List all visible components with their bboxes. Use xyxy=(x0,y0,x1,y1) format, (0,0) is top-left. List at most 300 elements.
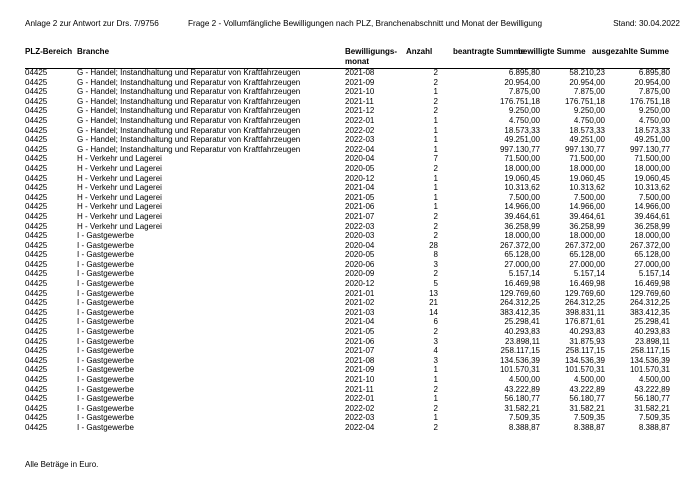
cell-ausgezahlt: 56.180,77 xyxy=(634,394,670,404)
cell-branche: H - Verkehr und Lagerei xyxy=(77,183,162,193)
cell-bewilligt: 18.000,00 xyxy=(569,163,605,173)
cell-ausgezahlt: 5.157,14 xyxy=(638,269,670,279)
table-row xyxy=(25,126,670,136)
cell-beantragt: 16.469,98 xyxy=(504,279,540,289)
column-header-ausgezahlt: ausgezahlte Summe xyxy=(592,47,669,56)
table-row xyxy=(25,68,670,78)
cell-anzahl: 1 xyxy=(433,135,438,145)
cell-branche: I - Gastgewerbe xyxy=(77,327,134,337)
cell-ausgezahlt: 23.898,11 xyxy=(635,336,670,346)
table-row xyxy=(25,78,670,88)
cell-anzahl: 3 xyxy=(433,355,438,365)
cell-branche: I - Gastgewerbe xyxy=(77,422,134,432)
cell-anzahl: 2 xyxy=(433,269,438,279)
cell-plz: 04425 xyxy=(25,77,48,87)
cell-ausgezahlt: 8.388,87 xyxy=(638,422,670,432)
cell-beantragt: 258.117,15 xyxy=(500,346,540,356)
cell-beantragt: 9.250,00 xyxy=(508,106,540,116)
cell-anzahl: 2 xyxy=(433,96,438,106)
cell-monat: 2020-04 xyxy=(345,240,375,250)
cell-plz: 04425 xyxy=(25,221,48,231)
table-row xyxy=(25,327,670,337)
cell-branche: I - Gastgewerbe xyxy=(77,231,134,241)
cell-anzahl: 1 xyxy=(433,394,438,404)
cell-plz: 04425 xyxy=(25,317,48,327)
cell-ausgezahlt: 383.412,35 xyxy=(629,307,670,317)
cell-monat: 2021-10 xyxy=(345,87,375,97)
column-header-bewilligt: bewilligte Summe xyxy=(518,47,586,56)
cell-anzahl: 2 xyxy=(433,403,438,413)
cell-beantragt: 264.312,25 xyxy=(499,298,540,308)
cell-bewilligt: 18.573,33 xyxy=(569,125,605,135)
cell-plz: 04425 xyxy=(25,375,48,384)
table-row xyxy=(25,193,670,203)
cell-branche: H - Verkehr und Lagerei xyxy=(77,192,162,202)
cell-monat: 2021-01 xyxy=(345,288,375,298)
cell-monat: 2020-12 xyxy=(345,173,375,183)
cell-ausgezahlt: 267.372,00 xyxy=(629,240,670,250)
cell-plz: 04425 xyxy=(25,288,48,298)
cell-anzahl: 1 xyxy=(433,125,438,135)
cell-monat: 2022-04 xyxy=(345,422,375,432)
cell-monat: 2021-11 xyxy=(345,384,374,394)
cell-bewilligt: 18.000,00 xyxy=(569,231,605,241)
table-row xyxy=(25,356,670,366)
cell-plz: 04425 xyxy=(25,173,48,183)
table-row xyxy=(25,385,670,395)
cell-branche: G - Handel; Instandhaltung und Reparatur von Kraftfahrzeugen xyxy=(77,77,301,87)
column-header-beantragt: beantragte Summe xyxy=(453,47,526,56)
cell-ausgezahlt: 40.293,83 xyxy=(634,327,670,337)
table-row xyxy=(25,337,670,347)
table-row xyxy=(25,289,670,299)
cell-plz: 04425 xyxy=(25,192,48,202)
cell-branche: H - Verkehr und Lagerei xyxy=(77,154,162,164)
cell-beantragt: 23.898,11 xyxy=(505,336,540,346)
cell-branche: I - Gastgewerbe xyxy=(77,317,134,327)
cell-beantragt: 20.954,00 xyxy=(504,77,540,87)
cell-plz: 04425 xyxy=(25,135,48,145)
cell-branche: H - Verkehr und Lagerei xyxy=(77,173,162,183)
document-title: Frage 2 - Vollumfängliche Bewilligungen nach PLZ, Branchenabschnitt und Monat der Bewilligung xyxy=(188,19,543,28)
table-row xyxy=(25,154,670,164)
cell-ausgezahlt: 20.954,00 xyxy=(634,77,670,87)
cell-monat: 2021-02 xyxy=(345,298,375,308)
cell-beantragt: 7.509,35 xyxy=(508,413,540,423)
cell-ausgezahlt: 14.966,00 xyxy=(634,202,670,212)
cell-monat: 2022-04 xyxy=(345,144,375,154)
document-annex-label: Anlage 2 zur Antwort zur Drs. 7/9756 xyxy=(25,19,159,28)
cell-ausgezahlt: 4.750,00 xyxy=(638,115,670,125)
cell-branche: I - Gastgewerbe xyxy=(77,307,134,317)
cell-branche: G - Handel; Instandhaltung und Reparatur von Kraftfahrzeugen xyxy=(77,115,301,125)
table-row xyxy=(25,298,670,308)
cell-bewilligt: 20.954,00 xyxy=(569,77,605,87)
cell-beantragt: 10.313,62 xyxy=(504,183,540,193)
cell-beantragt: 383.412,35 xyxy=(499,307,540,317)
cell-anzahl: 5 xyxy=(433,279,438,289)
table-row xyxy=(25,212,670,222)
cell-plz: 04425 xyxy=(25,96,48,106)
cell-beantragt: 7.500,00 xyxy=(508,192,540,202)
cell-branche: G - Handel; Instandhaltung und Reparatur von Kraftfahrzeugen xyxy=(77,135,301,145)
cell-monat: 2022-02 xyxy=(345,403,375,413)
table-row xyxy=(25,87,670,97)
cell-ausgezahlt: 9.250,00 xyxy=(638,106,670,116)
table-row xyxy=(25,231,670,241)
cell-beantragt: 40.293,83 xyxy=(504,327,540,337)
cell-beantragt: 4.500,00 xyxy=(508,375,540,384)
cell-bewilligt: 176.751,18 xyxy=(564,96,605,106)
table-row xyxy=(25,164,670,174)
cell-plz: 04425 xyxy=(25,240,48,250)
cell-ausgezahlt: 25.298,41 xyxy=(634,317,670,327)
cell-ausgezahlt: 65.128,00 xyxy=(634,250,670,260)
cell-bewilligt: 4.500,00 xyxy=(573,375,605,384)
cell-beantragt: 18.000,00 xyxy=(504,163,540,173)
cell-plz: 04425 xyxy=(25,231,48,241)
cell-plz: 04425 xyxy=(25,422,48,432)
cell-monat: 2020-12 xyxy=(345,279,375,289)
cell-ausgezahlt: 49.251,00 xyxy=(634,135,670,145)
cell-branche: I - Gastgewerbe xyxy=(77,384,134,394)
cell-anzahl: 7 xyxy=(433,154,438,164)
cell-monat: 2021-03 xyxy=(345,307,375,317)
table-row xyxy=(25,404,670,414)
cell-ausgezahlt: 31.582,21 xyxy=(634,403,670,413)
cell-ausgezahlt: 18.000,00 xyxy=(634,231,670,241)
table-header xyxy=(25,47,680,69)
cell-monat: 2021-10 xyxy=(345,375,375,384)
cell-ausgezahlt: 4.500,00 xyxy=(638,375,670,384)
cell-monat: 2021-07 xyxy=(345,346,375,356)
cell-branche: I - Gastgewerbe xyxy=(77,288,134,298)
cell-bewilligt: 56.180,77 xyxy=(569,394,605,404)
table-row xyxy=(25,183,670,193)
cell-beantragt: 129.769,60 xyxy=(499,288,540,298)
table-row xyxy=(25,202,670,212)
cell-monat: 2021-05 xyxy=(345,327,375,337)
cell-bewilligt: 176.871,61 xyxy=(564,317,605,327)
cell-branche: I - Gastgewerbe xyxy=(77,336,134,346)
cell-ausgezahlt: 101.570,31 xyxy=(629,365,670,375)
cell-plz: 04425 xyxy=(25,250,48,260)
cell-bewilligt: 258.117,15 xyxy=(565,346,605,356)
cell-anzahl: 1 xyxy=(433,192,438,202)
cell-branche: I - Gastgewerbe xyxy=(77,346,134,356)
cell-bewilligt: 5.157,14 xyxy=(573,269,605,279)
cell-beantragt: 65.128,00 xyxy=(504,250,540,260)
cell-ausgezahlt: 134.536,39 xyxy=(629,355,670,365)
cell-branche: I - Gastgewerbe xyxy=(77,403,134,413)
cell-branche: I - Gastgewerbe xyxy=(77,298,134,308)
table-row xyxy=(25,394,670,404)
cell-beantragt: 31.582,21 xyxy=(504,403,540,413)
cell-monat: 2022-03 xyxy=(345,135,375,145)
cell-anzahl: 28 xyxy=(429,240,438,250)
cell-bewilligt: 7.500,00 xyxy=(573,192,605,202)
cell-branche: H - Verkehr und Lagerei xyxy=(77,221,162,231)
cell-branche: I - Gastgewerbe xyxy=(77,413,134,423)
table-row xyxy=(25,308,670,318)
cell-plz: 04425 xyxy=(25,403,48,413)
table-row xyxy=(25,413,670,423)
cell-monat: 2021-08 xyxy=(345,68,375,77)
column-header-plz: PLZ-Bereich xyxy=(25,47,73,56)
cell-branche: G - Handel; Instandhaltung und Reparatur von Kraftfahrzeugen xyxy=(77,87,301,97)
cell-plz: 04425 xyxy=(25,68,48,77)
cell-ausgezahlt: 176.751,18 xyxy=(629,96,670,106)
cell-branche: I - Gastgewerbe xyxy=(77,250,134,260)
cell-beantragt: 19.060,45 xyxy=(504,173,540,183)
cell-beantragt: 101.570,31 xyxy=(499,365,540,375)
cell-anzahl: 2 xyxy=(433,384,438,394)
cell-bewilligt: 65.128,00 xyxy=(569,250,605,260)
cell-monat: 2021-08 xyxy=(345,355,375,365)
cell-ausgezahlt: 18.573,33 xyxy=(634,125,670,135)
cell-plz: 04425 xyxy=(25,346,48,356)
cell-ausgezahlt: 71.500,00 xyxy=(634,154,670,164)
cell-bewilligt: 7.875,00 xyxy=(573,87,605,97)
cell-monat: 2021-04 xyxy=(345,183,375,193)
table-row xyxy=(25,279,670,289)
table-row xyxy=(25,317,670,327)
cell-beantragt: 14.966,00 xyxy=(504,202,540,212)
cell-beantragt: 43.222,89 xyxy=(504,384,540,394)
cell-anzahl: 1 xyxy=(433,173,438,183)
cell-ausgezahlt: 18.000,00 xyxy=(634,163,670,173)
cell-plz: 04425 xyxy=(25,211,48,221)
cell-monat: 2021-11 xyxy=(345,96,374,106)
cell-ausgezahlt: 997.130,77 xyxy=(629,144,670,154)
cell-anzahl: 2 xyxy=(433,68,438,77)
table-row xyxy=(25,346,670,356)
cell-beantragt: 39.464,61 xyxy=(504,211,540,221)
cell-bewilligt: 9.250,00 xyxy=(573,106,605,116)
cell-plz: 04425 xyxy=(25,307,48,317)
cell-plz: 04425 xyxy=(25,202,48,212)
cell-beantragt: 5.157,14 xyxy=(508,269,540,279)
footnote: Alle Beträge in Euro. xyxy=(25,460,99,469)
cell-branche: H - Verkehr und Lagerei xyxy=(77,211,162,221)
cell-anzahl: 4 xyxy=(433,346,438,356)
cell-branche: G - Handel; Instandhaltung und Reparatur von Kraftfahrzeugen xyxy=(77,125,301,135)
cell-anzahl: 1 xyxy=(433,413,438,423)
cell-plz: 04425 xyxy=(25,413,48,423)
cell-anzahl: 14 xyxy=(429,307,438,317)
cell-branche: G - Handel; Instandhaltung und Reparatur von Kraftfahrzeugen xyxy=(77,96,301,106)
cell-anzahl: 13 xyxy=(429,288,438,298)
cell-plz: 04425 xyxy=(25,365,48,375)
table-row xyxy=(25,135,670,145)
table-row xyxy=(25,222,670,232)
cell-beantragt: 4.750,00 xyxy=(508,115,540,125)
cell-bewilligt: 7.509,35 xyxy=(573,413,605,423)
cell-plz: 04425 xyxy=(25,327,48,337)
cell-beantragt: 18.000,00 xyxy=(504,231,540,241)
table-row xyxy=(25,145,670,155)
cell-bewilligt: 19.060,45 xyxy=(569,173,605,183)
cell-branche: I - Gastgewerbe xyxy=(77,365,134,375)
cell-bewilligt: 267.372,00 xyxy=(564,240,605,250)
cell-bewilligt: 71.500,00 xyxy=(569,154,605,164)
cell-branche: I - Gastgewerbe xyxy=(77,394,134,404)
cell-anzahl: 8 xyxy=(433,250,438,260)
cell-plz: 04425 xyxy=(25,125,48,135)
cell-beantragt: 8.388,87 xyxy=(508,422,540,432)
cell-ausgezahlt: 264.312,25 xyxy=(629,298,670,308)
cell-branche: I - Gastgewerbe xyxy=(77,240,134,250)
cell-bewilligt: 31.582,21 xyxy=(569,403,605,413)
cell-anzahl: 1 xyxy=(433,87,438,97)
cell-bewilligt: 8.388,87 xyxy=(573,422,605,432)
cell-ausgezahlt: 43.222,89 xyxy=(634,384,670,394)
cell-branche: I - Gastgewerbe xyxy=(77,269,134,279)
cell-branche: I - Gastgewerbe xyxy=(77,375,134,384)
cell-monat: 2022-01 xyxy=(345,394,375,404)
cell-monat: 2020-06 xyxy=(345,259,375,269)
cell-monat: 2022-03 xyxy=(345,221,375,231)
cell-anzahl: 3 xyxy=(433,336,438,346)
cell-bewilligt: 40.293,83 xyxy=(569,327,605,337)
cell-anzahl: 2 xyxy=(433,106,438,116)
cell-anzahl: 2 xyxy=(433,77,438,87)
cell-branche: H - Verkehr und Lagerei xyxy=(77,163,162,173)
cell-anzahl: 1 xyxy=(433,183,438,193)
cell-anzahl: 1 xyxy=(433,144,438,154)
cell-monat: 2021-06 xyxy=(345,336,375,346)
cell-monat: 2020-05 xyxy=(345,163,375,173)
cell-beantragt: 71.500,00 xyxy=(504,154,540,164)
cell-beantragt: 997.130,77 xyxy=(499,144,540,154)
cell-anzahl: 1 xyxy=(433,365,438,375)
cell-ausgezahlt: 7.509,35 xyxy=(638,413,670,423)
cell-monat: 2021-05 xyxy=(345,192,375,202)
cell-plz: 04425 xyxy=(25,144,48,154)
cell-ausgezahlt: 39.464,61 xyxy=(634,211,670,221)
cell-ausgezahlt: 19.060,45 xyxy=(634,173,670,183)
cell-beantragt: 56.180,77 xyxy=(504,394,540,404)
table-row xyxy=(25,423,670,433)
column-header-anzahl: Anzahl xyxy=(406,47,433,56)
cell-plz: 04425 xyxy=(25,106,48,116)
cell-monat: 2020-05 xyxy=(345,250,375,260)
cell-branche: G - Handel; Instandhaltung und Reparatur von Kraftfahrzeugen xyxy=(77,106,301,116)
cell-branche: I - Gastgewerbe xyxy=(77,355,134,365)
cell-bewilligt: 49.251,00 xyxy=(569,135,605,145)
cell-plz: 04425 xyxy=(25,355,48,365)
cell-plz: 04425 xyxy=(25,279,48,289)
cell-anzahl: 2 xyxy=(433,422,438,432)
cell-beantragt: 176.751,18 xyxy=(499,96,540,106)
cell-beantragt: 134.536,39 xyxy=(499,355,540,365)
cell-ausgezahlt: 6.895,80 xyxy=(638,68,670,77)
cell-branche: G - Handel; Instandhaltung und Reparatur von Kraftfahrzeugen xyxy=(77,68,301,77)
column-header-monat-line2: monat xyxy=(345,57,369,66)
cell-beantragt: 7.875,00 xyxy=(508,87,540,97)
cell-branche: I - Gastgewerbe xyxy=(77,259,134,269)
cell-bewilligt: 129.769,60 xyxy=(564,288,605,298)
cell-bewilligt: 27.000,00 xyxy=(569,259,605,269)
cell-monat: 2020-09 xyxy=(345,269,375,279)
table-row xyxy=(25,116,670,126)
cell-bewilligt: 264.312,25 xyxy=(564,298,605,308)
column-header-monat: Bewilligungs- xyxy=(345,47,397,56)
table-row xyxy=(25,269,670,279)
cell-branche: H - Verkehr und Lagerei xyxy=(77,202,162,212)
cell-bewilligt: 398.831,11 xyxy=(565,307,605,317)
cell-monat: 2021-12 xyxy=(345,106,375,116)
cell-ausgezahlt: 10.313,62 xyxy=(634,183,670,193)
cell-monat: 2022-01 xyxy=(345,115,375,125)
cell-bewilligt: 14.966,00 xyxy=(569,202,605,212)
cell-ausgezahlt: 7.875,00 xyxy=(638,87,670,97)
cell-bewilligt: 43.222,89 xyxy=(569,384,605,394)
cell-ausgezahlt: 27.000,00 xyxy=(634,259,670,269)
cell-anzahl: 1 xyxy=(433,375,438,384)
cell-anzahl: 6 xyxy=(433,317,438,327)
cell-anzahl: 2 xyxy=(433,211,438,221)
cell-plz: 04425 xyxy=(25,259,48,269)
cell-beantragt: 25.298,41 xyxy=(504,317,540,327)
cell-plz: 04425 xyxy=(25,336,48,346)
cell-bewilligt: 36.258,99 xyxy=(569,221,605,231)
cell-anzahl: 2 xyxy=(433,163,438,173)
cell-ausgezahlt: 36.258,99 xyxy=(634,221,670,231)
cell-ausgezahlt: 16.469,98 xyxy=(634,279,670,289)
table-row xyxy=(25,97,670,107)
cell-anzahl: 1 xyxy=(433,202,438,212)
table-row xyxy=(25,106,670,116)
cell-plz: 04425 xyxy=(25,154,48,164)
cell-bewilligt: 10.313,62 xyxy=(569,183,605,193)
cell-monat: 2021-07 xyxy=(345,211,375,221)
cell-plz: 04425 xyxy=(25,384,48,394)
cell-anzahl: 2 xyxy=(433,231,438,241)
table-row xyxy=(25,174,670,184)
table-row xyxy=(25,375,670,385)
cell-bewilligt: 31.875,93 xyxy=(569,336,605,346)
cell-beantragt: 6.895,80 xyxy=(508,68,540,77)
cell-plz: 04425 xyxy=(25,115,48,125)
cell-anzahl: 1 xyxy=(433,115,438,125)
column-header-branche: Branche xyxy=(77,47,110,56)
cell-bewilligt: 997.130,77 xyxy=(564,144,605,154)
cell-anzahl: 2 xyxy=(433,221,438,231)
cell-ausgezahlt: 129.769,60 xyxy=(629,288,670,298)
cell-anzahl: 2 xyxy=(433,327,438,337)
table-body xyxy=(25,68,670,433)
table-row xyxy=(25,260,670,270)
cell-ausgezahlt: 258.117,15 xyxy=(630,346,670,356)
cell-beantragt: 36.258,99 xyxy=(504,221,540,231)
cell-anzahl: 3 xyxy=(433,259,438,269)
cell-beantragt: 49.251,00 xyxy=(504,135,540,145)
cell-monat: 2022-02 xyxy=(345,125,375,135)
cell-monat: 2020-04 xyxy=(345,154,375,164)
cell-bewilligt: 39.464,61 xyxy=(569,211,605,221)
cell-plz: 04425 xyxy=(25,394,48,404)
cell-plz: 04425 xyxy=(25,183,48,193)
cell-monat: 2021-09 xyxy=(345,365,375,375)
cell-branche: G - Handel; Instandhaltung und Reparatur von Kraftfahrzeugen xyxy=(77,144,301,154)
cell-plz: 04425 xyxy=(25,163,48,173)
cell-bewilligt: 4.750,00 xyxy=(573,115,605,125)
cell-monat: 2021-04 xyxy=(345,317,375,327)
cell-bewilligt: 134.536,39 xyxy=(564,355,605,365)
cell-plz: 04425 xyxy=(25,269,48,279)
cell-plz: 04425 xyxy=(25,298,48,308)
